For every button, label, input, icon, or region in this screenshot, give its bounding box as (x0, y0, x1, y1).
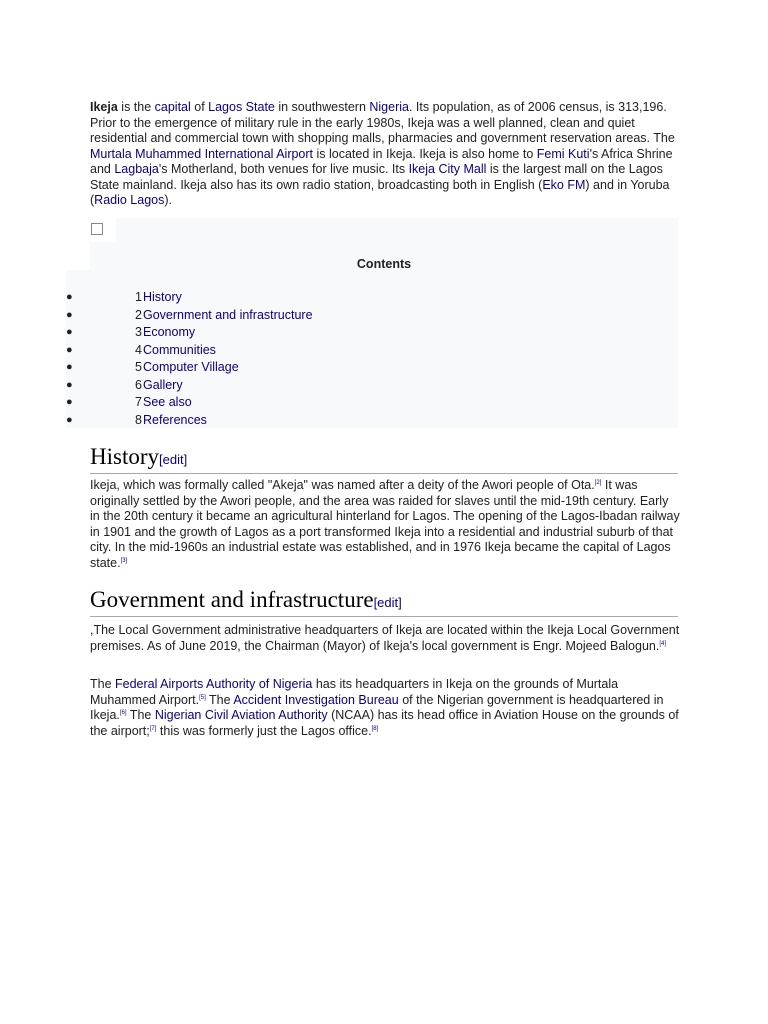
link-eko-fm[interactable]: Eko FM (542, 177, 586, 192)
link-nigeria[interactable]: Nigeria (369, 100, 409, 114)
toc-link-references[interactable]: References (143, 412, 207, 427)
link-femi-kuti[interactable]: Femi Kuti (536, 146, 590, 161)
government-paragraph-1: ,The Local Government administrative headquarters of Ikeja are located within the Ikeja Local Government premises. As of June 2019, the Chairman (Mayor) of Ikeja's local government is Engr. Mojeed Balogun.[4] (90, 623, 680, 653)
bullet-icon: ● (66, 291, 73, 303)
citation-3[interactable]: [3] (120, 557, 128, 564)
toc-toggle-checkbox[interactable] (91, 223, 103, 235)
link-lagos-state[interactable]: Lagos State (208, 100, 275, 114)
citation-5[interactable]: [5] (199, 694, 206, 701)
toc-link-gallery[interactable]: Gallery (143, 377, 183, 392)
bullet-icon: ● (66, 413, 73, 426)
bullet-icon: ● (66, 378, 73, 391)
toc-link-government[interactable]: Government and infrastructure (143, 307, 313, 322)
edit-government-link[interactable]: [edit] (373, 595, 402, 610)
citation-4[interactable]: [4] (659, 640, 667, 647)
bullet-icon: ● (66, 396, 73, 408)
link-ncaa[interactable]: Nigerian Civil Aviation Authority (154, 708, 328, 722)
citation-6[interactable]: [6] (119, 709, 127, 716)
link-ikeja-city-mall[interactable]: Ikeja City Mall (408, 162, 487, 176)
government-paragraph-2: The Federal Airports Authority of Nigeria has its headquarters in Ikeja on the grounds of Murtala Muhammed Airport.[5] The Accident Investigation Bureau of the Nigerian government is headquartered in Ikeja.[6] The Nigerian Civil Aviation Authority (NCAA) has its head office in Aviation House on the grounds of the airport;[7] this was formerly just the Lagos office.[8] (90, 677, 679, 738)
link-faan[interactable]: Federal Airports Authority of Nigeria (115, 677, 313, 691)
bullet-icon: ● (66, 326, 73, 338)
history-heading: History[edit] (90, 443, 678, 474)
citation-8[interactable]: [8] (371, 725, 379, 732)
citation-7[interactable]: [7] (149, 725, 157, 732)
bullet-icon: ● (66, 361, 73, 373)
toc-link-see-also[interactable]: See also (143, 395, 192, 409)
bullet-icon: ● (66, 308, 73, 321)
link-capital[interactable]: capital (154, 100, 191, 114)
intro-paragraph: Ikeja is the capital of Lagos State in southwestern Nigeria. Its population, as of 2006 census, is 313,196. Prior to the emergence of military rule in the early 1980s, Ikeja was a well planned, clean and quiet residential and commercial town with shopping malls, pharmacies and government reservation areas. The Murtala Muhammed International Airport is located in Ikeja. Ikeja is also home to Femi Kuti's Africa Shrine and Lagbaja's Motherland, both venues for live music. Its Ikeja City Mall is the largest mall on the Lagos State mainland. Ikeja also has its own radio station, broadcasting both in English (Eko FM) and in Yoruba (Radio Lagos). (90, 100, 675, 207)
toc-link-history[interactable]: History (143, 290, 182, 304)
history-paragraph: Ikeja, which was formally called "Akeja" was named after a deity of the Awori people of Ota.[2] It was originally settled by the Awori people, and the area was raided for slaves until the mid-19th century. Early in the 20th century it became an agricultural hinterland for Lagos. The opening of the Lagos-Ibadan railway in 1901 and the growth of Lagos as a port transformed Ikeja into a residential and industrial suburb of that city. In the mid-1960s an industrial estate was established, and in 1976 Ikeja became the capital of Lagos state.[3] (90, 478, 680, 570)
link-aib[interactable]: Accident Investigation Bureau (233, 692, 399, 707)
intro-subject: Ikeja (90, 100, 118, 114)
toc-link-economy[interactable]: Economy (143, 325, 196, 339)
toc-title: Contents (356, 257, 412, 271)
government-heading: Government and infrastructure[edit] (90, 586, 678, 617)
link-radio-lagos[interactable]: Radio Lagos (94, 193, 165, 207)
link-lagbaja[interactable]: Lagbaja (114, 162, 159, 176)
citation-2[interactable]: [2] (594, 479, 602, 486)
link-airport[interactable]: Murtala Muhammed International Airport (90, 146, 314, 161)
bullet-icon: ● (66, 343, 73, 356)
edit-history-link[interactable]: [edit] (159, 452, 188, 467)
toc-link-communities[interactable]: Communities (143, 342, 216, 357)
toc-link-computer-village[interactable]: Computer Village (143, 360, 239, 374)
